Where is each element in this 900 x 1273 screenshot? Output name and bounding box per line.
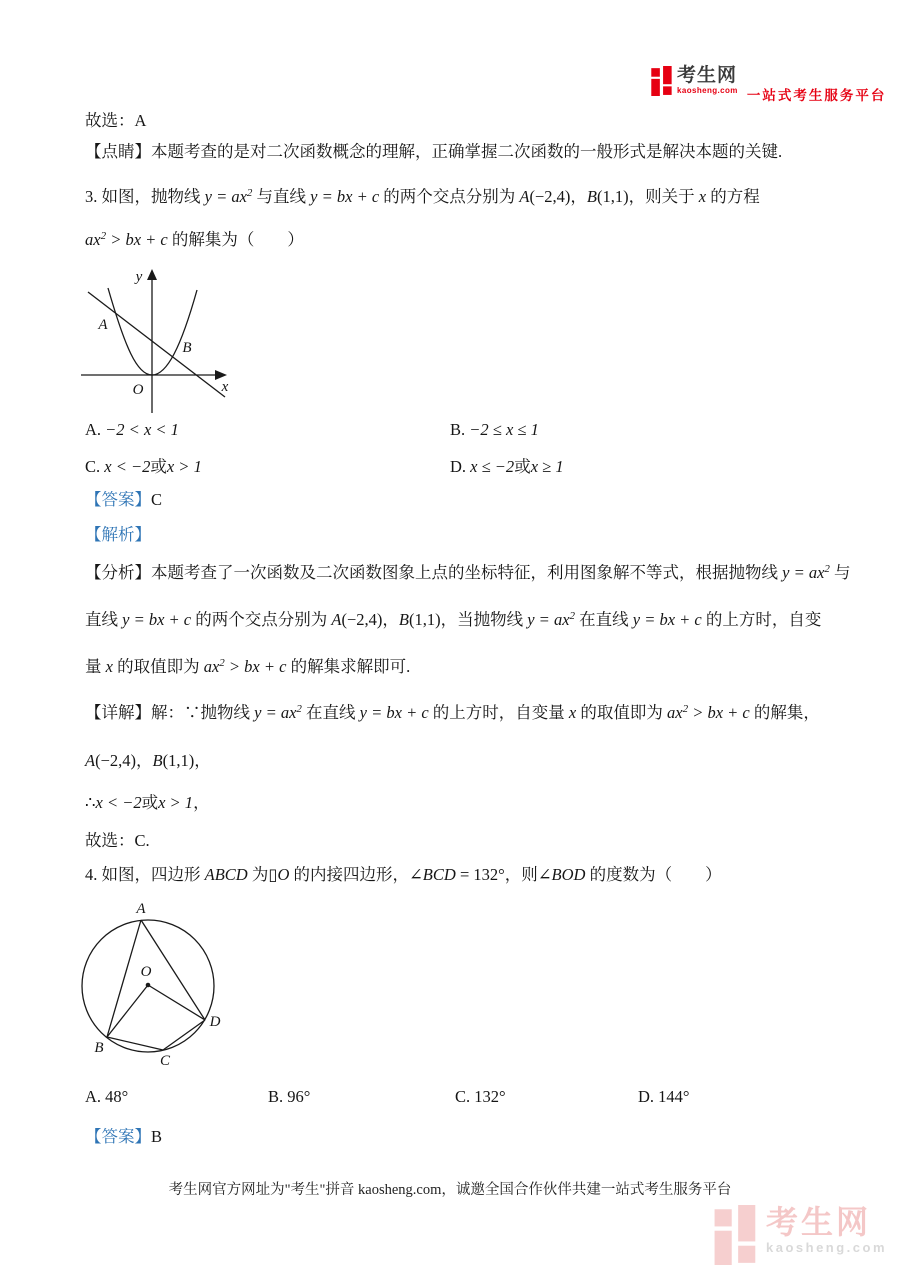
q3-option-c: C. x < −2或x > 1 (85, 457, 202, 476)
q3-option-a: A. −2 < x < 1 (85, 420, 179, 439)
q4-option-d: D. 144° (638, 1087, 690, 1106)
kaosheng-logo-icon (651, 66, 673, 101)
q3-analysis-line2: 直线 y = bx + c 的两个交点分别为 A(−2,4)，B(1,1)，当抛物线 $y = ax^2$ 在直线 y = bx + c 的上方时，自变 (85, 610, 822, 629)
q3-option-d: D. x ≤ −2或x ≥ 1 (450, 457, 564, 476)
chord-cd (163, 1020, 205, 1050)
kaosheng-watermark-icon (712, 1205, 760, 1270)
q2-note-line: 【点睛】本题考查的是对二次函数概念的理解，正确掌握二次函数的一般形式是解决本题的关键. (85, 142, 783, 161)
q3-detail-line3: ∴x < −2或x > 1， (85, 793, 210, 812)
chord-ab (107, 920, 141, 1037)
watermark-domain: kaosheng.com (766, 1240, 888, 1256)
center-o-label: O (140, 964, 152, 980)
q3-detail-line1: 【详解】解：∵抛物线 $y = ax^2$ 在直线 y = bx + c 的上方时，自变量 x 的取值即为 $ax^2$ > bx + c 的解集， (85, 703, 820, 722)
point-b-label: B (94, 1040, 104, 1056)
x-axis-label: x (221, 379, 229, 395)
point-c-label: C (159, 1053, 171, 1069)
q3-analysis-line1: 【分析】本题考查了一次函数及二次函数图象上点的坐标特征，利用图象解不等式，根据抛物线 $y = ax^2$ 与 (85, 563, 851, 582)
line-ab (88, 292, 225, 397)
y-axis-arrow (147, 269, 157, 280)
q3-analysis-line3: 量 x 的取值即为 $ax^2$ > bx + c 的解集求解即可. (85, 657, 411, 676)
q3-option-b: B. −2 ≤ x ≤ 1 (450, 420, 539, 439)
brand-watermark (712, 1205, 887, 1270)
logo-text-block (677, 66, 738, 95)
q3-detail-line2: A(−2,4)，B(1,1)， (85, 751, 211, 770)
logo-domain: kaosheng.com (677, 85, 738, 95)
q2-conclusion-line: 故选：A (85, 111, 147, 130)
q3-stem-line1: 3. 如图，抛物线 $y = ax^2$ 与直线 y = bx + c 的两个交点分别为 A(−2,4)，B(1,1)，则关于 x 的方程 (85, 187, 760, 206)
point-a-label: A (98, 317, 108, 333)
origin-label: O (132, 382, 144, 398)
center-dot (146, 983, 151, 988)
point-a-label: A (136, 902, 146, 917)
y-axis-label: y (135, 269, 143, 285)
q3-stem-line2: $ax^2$ > bx + c 的解集为（ ） (85, 230, 304, 249)
page-footer-text: 考生网官方网址为"考生"拼音 kaosheng.com，诚邀全国合作伙伴共建一站式考生服务平台 (168, 1182, 732, 1198)
watermark-brand-name: 考生网 (766, 1204, 872, 1240)
logo-brand-name: 考生网 (677, 65, 738, 86)
q3-parabola-figure (75, 267, 240, 422)
radius-od (148, 985, 205, 1020)
q4-option-b: B. 96° (268, 1087, 311, 1106)
logo-tagline: 一站式考生服务平台 (746, 88, 887, 103)
q3-analysis-label: 【解析】 (85, 525, 151, 544)
radius-ob (107, 985, 148, 1037)
q4-circle-figure (68, 902, 278, 1082)
q3-detail-line4: 故选：C. (85, 831, 150, 850)
point-d-label: D (209, 1014, 221, 1030)
q3-answer-line: 【答案】C (85, 490, 163, 509)
q4-option-c: C. 132° (455, 1087, 506, 1106)
q4-stem-line: 4. 如图，四边形 ABCD 为▯O 的内接四边形，∠BCD = 132°，则∠BOD 的度数为（ ） (85, 865, 722, 884)
q4-answer-line: 【答案】B (85, 1127, 163, 1146)
site-logo (651, 66, 886, 104)
q4-option-a: A. 48° (85, 1087, 129, 1106)
point-b-label: B (182, 340, 192, 356)
watermark-text-block (766, 1205, 887, 1255)
